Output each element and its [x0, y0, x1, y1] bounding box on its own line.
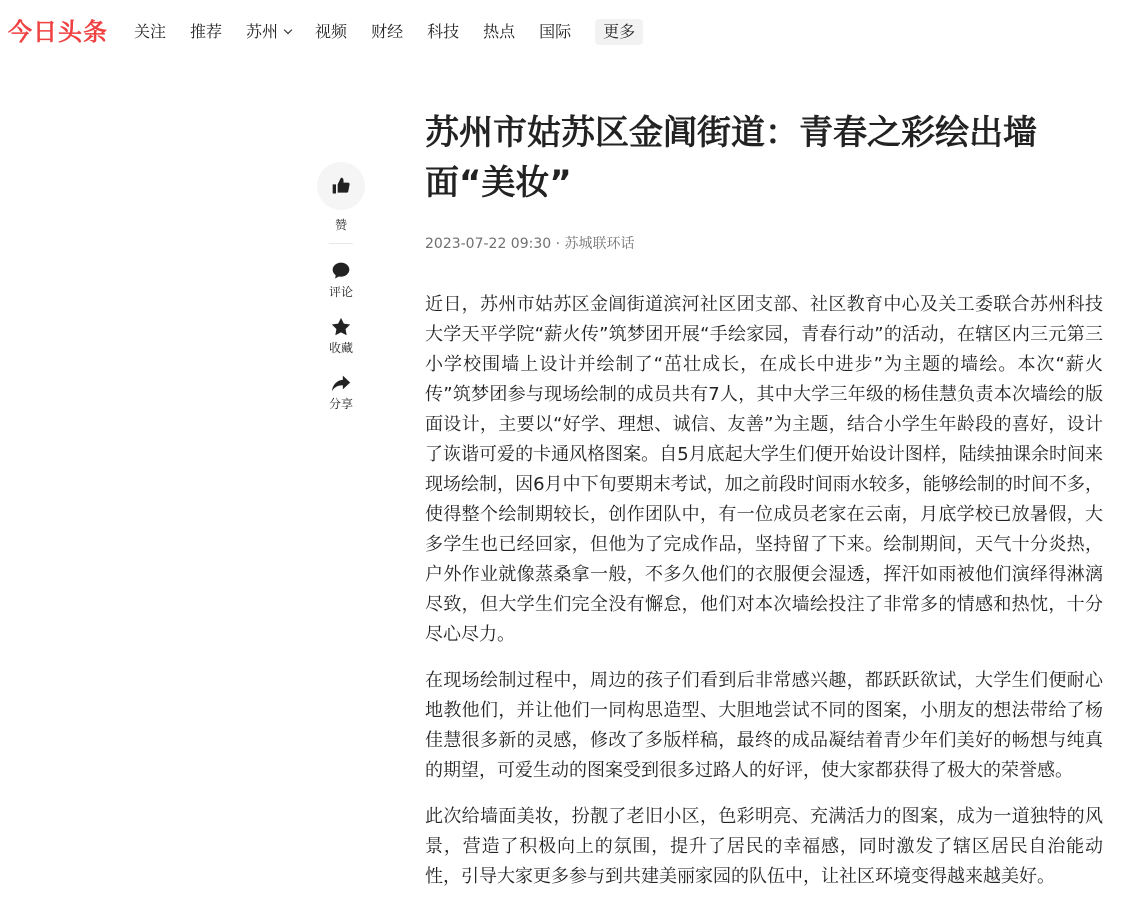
nav-label: 视频: [315, 22, 348, 41]
nav-label: 苏州: [246, 22, 279, 41]
nav-label: 科技: [427, 22, 460, 41]
top-navigation-bar: [0, 0, 1121, 64]
article-body: [425, 290, 1103, 892]
like-button[interactable]: [317, 162, 365, 210]
comment-button[interactable]: [329, 260, 353, 300]
chevron-down-icon: [284, 26, 292, 34]
thumbs-up-icon: [331, 176, 351, 196]
channel-nav: [134, 20, 643, 44]
favorite-button[interactable]: [329, 316, 353, 356]
nav-item-tech[interactable]: [427, 20, 459, 44]
nav-label: 热点: [483, 22, 516, 41]
article-paragraph: 在现场绘制过程中，周边的孩子们看到后非常感兴趣，都跃跃欲试，大学生们便耐心地教他们，并让他们一同构思造型、大胆地尝试不同的图案，小朋友的想法带给了杨佳慧很多新的灵感，修改了多版样稿，最终的成品凝结着青少年们美好的畅想与纯真的期望，可爱生动的图案受到很多过路人的好评，使大家都获得了极大的荣誉感。: [425, 670, 1103, 781]
share-arrow-icon: [330, 372, 352, 394]
article-meta: 2023-07-22 09:30 · 苏城联环话: [425, 236, 635, 252]
comment-label: 评论: [328, 285, 353, 299]
nav-more-button[interactable]: 更多: [595, 19, 643, 45]
article-paragraph: 此次给墙面美妆，扮靓了老旧小区，色彩明亮、充满活力的图案，成为一道独特的风景，营造了积极向上的氛围，提升了居民的幸福感，同时激发了辖区居民自治能动性，引导大家更多参与到共建美丽家园的队伍中，让社区环境变得越来越美好。: [425, 806, 1103, 887]
nav-item-suzhou[interactable]: [246, 20, 291, 44]
article-content: [425, 108, 1103, 908]
article-paragraph: 近日，苏州市姑苏区金阊街道滨河社区团支部、社区教育中心及关工委联合苏州科技大学天平学院“薪火传”筑梦团开展“手绘家园，青春行动”的活动，在辖区内三元第三小学校围墙上设计并绘制了“茁壮成长，在成长中进步”为主题的墙绘。本次“薪火传”筑梦团参与现场绘制的成员共有7人，其中大学三年级的杨佳慧负责本次墙绘的版面设计，主要以“好学、理想、诚信、友善”为主题，结合小学生年龄段的喜好，设计了诙谐可爱的卡通风格图案。自5月底起大学生们便开始设计图样，陆续抽课余时间来现场绘制，因6月中下旬要期末考试，加之前段时间雨水较多，能够绘制的时间不多，使得整个绘制期较长，创作团队中，有一位成员老家在云南，月底学校已放暑假，大多学生也已经回家，但他为了完成作品，坚持留了下来。绘制期间，天气十分炎热，户外作业就像蒸桑拿一般，不多久他们的衣服便会湿透，挥汗如雨被他们演绎得淋漓尽致，但大学生们完全没有懈怠，他们对本次墙绘投注了非常多的情感和热忱，十分尽心尽力。: [425, 294, 1103, 645]
share-label: 分享: [328, 397, 353, 411]
share-button[interactable]: [329, 372, 353, 412]
nav-item-video[interactable]: [315, 20, 347, 44]
nav-item-recommend[interactable]: [190, 20, 222, 44]
sidebar-divider: [329, 243, 353, 244]
nav-item-follow[interactable]: [134, 20, 166, 44]
article-title: 苏州市姑苏区金阊街道：青春之彩绘出墙面“美妆”: [425, 113, 1037, 203]
star-icon: [330, 316, 352, 338]
nav-label: 国际: [539, 22, 572, 41]
nav-item-international[interactable]: [539, 20, 571, 44]
nav-label: 关注: [134, 22, 167, 41]
nav-label: 推荐: [190, 22, 223, 41]
toutiao-logo[interactable]: 今日头条: [8, 18, 108, 46]
nav-item-finance[interactable]: [371, 20, 403, 44]
favorite-label: 收藏: [328, 341, 353, 355]
nav-label: 财经: [371, 22, 404, 41]
like-label: 赞: [334, 218, 347, 232]
article-action-sidebar: [317, 162, 365, 428]
comment-icon: [330, 260, 352, 282]
nav-item-hot[interactable]: [483, 20, 515, 44]
